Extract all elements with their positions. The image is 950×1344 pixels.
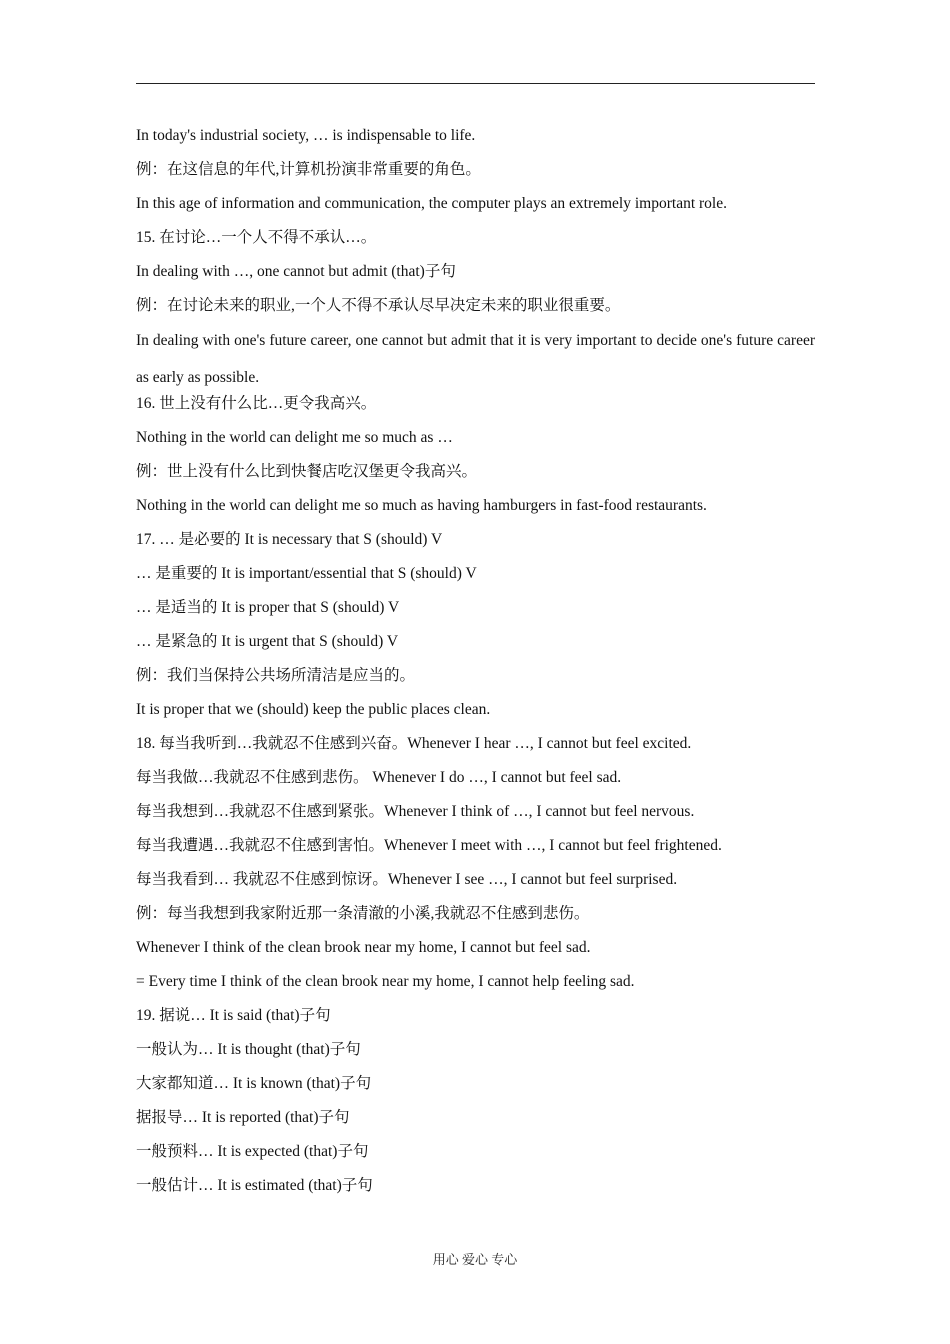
item-heading-18: 18. 每当我听到…我就忍不住感到兴奋。Whenever I hear …, I cannot but feel excited.: [136, 735, 692, 752]
example-line: 例：在这信息的年代,计算机扮演非常重要的角色。: [136, 161, 481, 178]
example-line: 例：我们当保持公共场所清洁是应当的。: [136, 667, 416, 684]
example-line: 例：每当我想到我家附近那一条清澈的小溪,我就忍不住感到悲伤。: [136, 905, 590, 922]
text-line: 每当我想到…我就忍不住感到紧张。Whenever I think of …, I cannot but feel nervous.: [136, 803, 695, 820]
text-line: 一般预料… It is expected (that)子句: [136, 1143, 369, 1160]
text-line: … 是适当的 It is proper that S (should) V: [136, 599, 400, 616]
text-line: Whenever I think of the clean brook near my home, I cannot but feel sad.: [136, 939, 591, 956]
text-line: In this age of information and communication, the computer plays an extremely important role.: [136, 195, 727, 212]
text-line: It is proper that we (should) keep the public places clean.: [136, 701, 491, 718]
header-rule: [136, 83, 815, 84]
text-line: 一般估计… It is estimated (that)子句: [136, 1177, 373, 1194]
item-heading-16: 16. 世上没有什么比…更令我高兴。: [136, 395, 377, 412]
text-line: 每当我做…我就忍不住感到悲伤。 Whenever I do …, I cannot but feel sad.: [136, 769, 622, 786]
item-heading-19: 19. 据说… It is said (that)子句: [136, 1007, 331, 1024]
text-line: In dealing with …, one cannot but admit (that)子句: [136, 263, 456, 280]
example-line: 例：在讨论未来的职业,一个人不得不承认尽早决定未来的职业很重要。: [136, 297, 621, 314]
text-line: 每当我遭遇…我就忍不住感到害怕。Whenever I meet with …, I cannot but feel frightened.: [136, 837, 722, 854]
text-line: 每当我看到… 我就忍不住感到惊讶。Whenever I see …, I cannot but feel surprised.: [136, 871, 678, 888]
document-body: [136, 125, 815, 1209]
text-line: … 是紧急的 It is urgent that S (should) V: [136, 633, 399, 650]
text-line: … 是重要的 It is important/essential that S (should) V: [136, 565, 477, 582]
text-line: In today's industrial society, … is indispensable to life.: [136, 127, 476, 144]
text-line: 大家都知道… It is known (that)子句: [136, 1075, 372, 1092]
item-heading-15: 15. 在讨论…一个人不得不承认…。: [136, 229, 377, 246]
item-heading-17: 17. … 是必要的 It is necessary that S (should) V: [136, 531, 443, 548]
text-line: 据报导… It is reported (that)子句: [136, 1109, 350, 1126]
page-footer: 用心 爱心 专心: [432, 1252, 518, 1267]
text-line: Nothing in the world can delight me so much as …: [136, 429, 453, 446]
example-line: 例：世上没有什么比到快餐店吃汉堡更令我高兴。: [136, 463, 478, 480]
text-line: = Every time I think of the clean brook near my home, I cannot help feeling sad.: [136, 973, 635, 990]
text-paragraph: In dealing with one's future career, one cannot but admit that it is very important to decide one's future career as early as possible.: [136, 332, 815, 386]
text-line: 一般认为… It is thought (that)子句: [136, 1041, 361, 1058]
text-line: Nothing in the world can delight me so much as having hamburgers in fast-food restaurants.: [136, 497, 707, 514]
